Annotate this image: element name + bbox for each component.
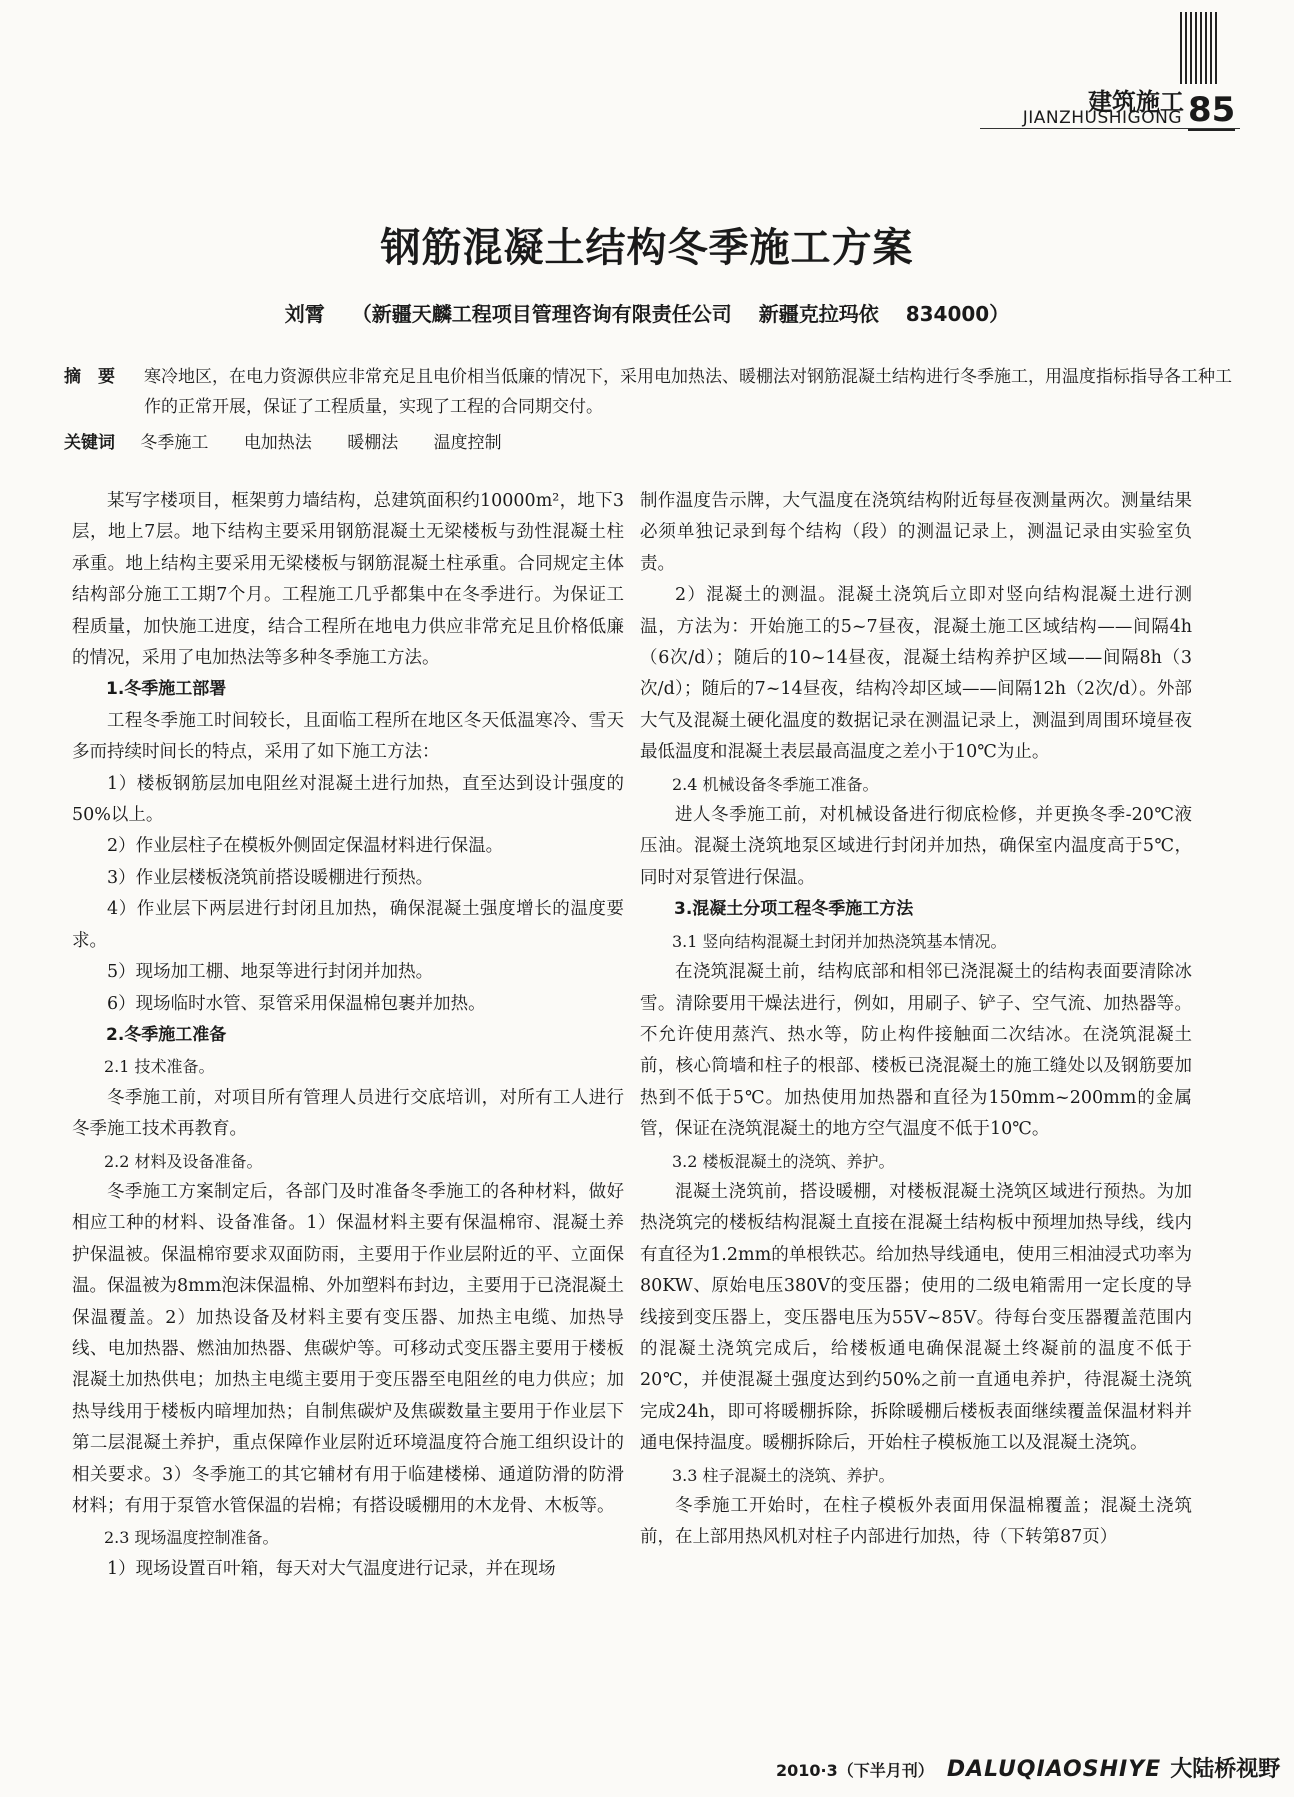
- abstract-text: 寒冷地区，在电力资源供应非常充足且电价相当低廉的情况下，采用电加热法、暖棚法对钢筋混凝土结构进行冬季施工，用温度指标指导各工种工作的正常开展，保证了工程质量，实现了工程的合同期交付。: [144, 367, 1232, 417]
- journal-barcode-graphic: [1180, 12, 1220, 84]
- paragraph: 制作温度告示牌，大气温度在浇筑结构附近每昼夜测量两次。测量结果必须单独记录到每个结构（段）的测温记录上，测温记录由实验室负责。: [640, 491, 1192, 574]
- paragraph: 4）作业层下两层进行封闭且加热，确保混凝土强度增长的温度要求。: [72, 899, 624, 951]
- affiliation: （新疆天麟工程项目管理咨询有限责任公司: [351, 302, 732, 326]
- subsection-heading: 3.1 竖向结构混凝土封闭并加热浇筑基本情况。: [672, 931, 1007, 951]
- keyword: 冬季施工: [140, 433, 209, 453]
- body-column-left: [72, 486, 624, 1585]
- paragraph: 5）现场加工棚、地泵等进行封闭并加热。: [107, 962, 434, 983]
- keyword: 暖棚法: [347, 433, 399, 453]
- paragraph: 冬季施工方案制定后，各部门及时准备冬季施工的各种材料，做好相应工种的材料、设备准备。1）保温材料主要有保温棉帘、混凝土养护保温被。保温棉帘要求双面防雨，主要用于作业层附近的平、立面保温。保温被为8mm泡沫保温棉、外加塑料布封边，主要用于已浇混凝土保温覆盖。2）加热设备及材料主要有变压器、加热主电缆、加热导线、电加热器、燃油加热器、焦碳炉等。可移动式变压器主要用于楼板混凝土加热供电；加热主电缆主要用于变压器至电阻丝的电力供应；加热导线用于楼板内暗埋加热；自制焦碳炉及焦碳数量主要用于作业层下第二层混凝土养护，重点保障作业层附近环境温度符合施工组织设计的相关要求。3）冬季施工的其它辅材有用于临建楼梯、通道防滑的防滑材料；有用于泵管水管保温的岩棉；有搭设暖棚用的木龙骨、木板等。: [72, 1181, 624, 1516]
- subsection-heading: 3.2 楼板混凝土的浇筑、养护。: [672, 1151, 895, 1171]
- section-heading: 3.混凝土分项工程冬季施工方法: [674, 899, 914, 920]
- subsection-heading: 2.3 现场温度控制准备。: [104, 1528, 279, 1548]
- journal-name-en: JIANZHUSHIGONG: [1022, 108, 1182, 128]
- paragraph: 工程冬季施工时间较长，且面临工程所在地区冬天低温寒冷、雪天多而持续时间长的特点，采用了如下施工方法：: [72, 710, 624, 763]
- journal-name-cn: 建筑施工: [1088, 88, 1184, 116]
- postcode: 834000）: [905, 302, 1010, 326]
- body-column-right: [640, 486, 1192, 1554]
- paragraph: 冬季施工前，对项目所有管理人员进行交底培训，对所有工人进行冬季施工技术再教育。: [72, 1087, 624, 1140]
- abstract-label: 摘 要: [64, 367, 115, 387]
- paragraph: 冬季施工开始时，在柱子模板外表面用保温棉覆盖；混凝土浇筑前，在上部用热风机对柱子内部进行加热，待（下转第87页）: [640, 1496, 1192, 1548]
- abstract: [64, 362, 1244, 422]
- paragraph: 进人冬季施工前，对机械设备进行彻底检修，并更换冬季-20℃液压油。混凝土浇筑地泵区域进行封闭并加热，确保室内温度高于5℃，同时对泵管进行保温。: [640, 805, 1192, 888]
- section-heading: 2.冬季施工准备: [106, 1024, 227, 1045]
- paragraph: 1）现场设置百叶箱，每天对大气温度进行记录，并在现场: [107, 1558, 556, 1579]
- subsection-heading: 2.1 技术准备。: [104, 1057, 215, 1077]
- subsection-heading: 2.4 机械设备冬季施工准备。: [672, 774, 879, 794]
- keywords-label: 关键词: [64, 433, 115, 453]
- magazine-brand-cn: 大陆桥视野: [1170, 1757, 1281, 1782]
- keyword: 电加热法: [243, 433, 312, 453]
- keyword: 温度控制: [433, 433, 502, 453]
- paragraph: 混凝土浇筑前，搭设暖棚，对楼板混凝土浇筑区域进行预热。为加热浇筑完的楼板结构混凝土直接在混凝土结构板中预埋加热导线，线内有直径为1.2mm的单根铁芯。给加热导线通电，使用三相油浸式功率为80KW、原始电压380V的变压器；使用的二级电箱需用一定长度的导线接到变压器上，变压器电压为55V~85V。待每台变压器覆盖范围内的混凝土浇筑完成后，给楼板通电确保混凝土终凝前的温度不低于20℃，并使混凝土强度达到约50%之前一直通电养护，待混凝土浇筑完成24h，即可将暖棚拆除，拆除暖棚后楼板表面继续覆盖保温材料并通电保持温度。暖棚拆除后，开始柱子模板施工以及混凝土浇筑。: [640, 1181, 1192, 1454]
- paragraph: 在浇筑混凝土前，结构底部和相邻已浇混凝土的结构表面要清除冰雪。清除要用干燥法进行，例如，用刷子、铲子、空气流、加热器等。不允许使用蒸汽、热水等，防止构件接触面二次结冰。在浇筑混凝土前，核心筒墙和柱子的根部、楼板已浇混凝土的施工缝处以及钢筋要加热到不低于5℃。加热使用加热器和直径为150mm~200mm的金属管，保证在浇筑混凝土的地方空气温度不低于10℃。: [640, 962, 1192, 1140]
- page-number: 85: [1188, 90, 1236, 130]
- paragraph: 2）作业层柱子在模板外侧固定保温材料进行保温。: [107, 836, 504, 857]
- author-name: 刘霄: [284, 302, 325, 326]
- location: 新疆克拉玛依: [758, 302, 879, 326]
- paragraph: 2）混凝土的测温。混凝土浇筑后立即对竖向结构混凝土进行测温，方法为：开始施工的5~7昼夜，混凝土施工区域结构——间隔4h（6次/d）；随后的10~14昼夜，混凝土结构养护区域——间隔8h（3次/d）；随后的7~14昼夜，结构冷却区域——间隔12h（2次/d）。外部大气及混凝土硬化温度的数据记录在测温记录上，测温到周围环境昼夜最低温度和混凝土表层最高温度之差小于10℃为止。: [640, 585, 1192, 763]
- section-heading: 1.冬季施工部署: [106, 679, 227, 700]
- magazine-brand-en: DALUQIAOSHIYE: [946, 1757, 1162, 1782]
- paragraph: 6）现场临时水管、泵管采用保温棉包裹并加热。: [107, 993, 486, 1014]
- header-rule: [980, 128, 1240, 129]
- footer: [776, 1752, 1280, 1783]
- paragraph: 某写字楼项目，框架剪力墙结构，总建筑面积约10000m²，地下3层，地上7层。地下结构主要采用钢筋混凝土无梁楼板与劲性混凝土柱承重。地上结构主要采用无梁楼板与钢筋混凝土柱承重。合同规定主体结构部分施工工期7个月。工程施工几乎都集中在冬季进行。为保证工程质量，加快施工进度，结合工程所在地电力供应非常充足且价格低廉的情况，采用了电加热法等多种冬季施工方法。: [72, 491, 624, 669]
- article-title: 钢筋混凝土结构冬季施工方案: [380, 225, 914, 271]
- subsection-heading: 3.3 柱子混凝土的浇筑、养护。: [672, 1465, 895, 1485]
- paragraph: 1）楼板钢筋层加电阻丝对混凝土进行加热，直至达到设计强度的50%以上。: [72, 773, 624, 826]
- keywords: [64, 428, 532, 458]
- subsection-heading: 2.2 材料及设备准备。: [104, 1151, 263, 1171]
- issue-label: 2010·3（下半月刊）: [776, 1761, 934, 1780]
- byline: [0, 298, 1294, 327]
- paragraph: 3）作业层楼板浇筑前搭设暖棚进行预热。: [107, 867, 434, 888]
